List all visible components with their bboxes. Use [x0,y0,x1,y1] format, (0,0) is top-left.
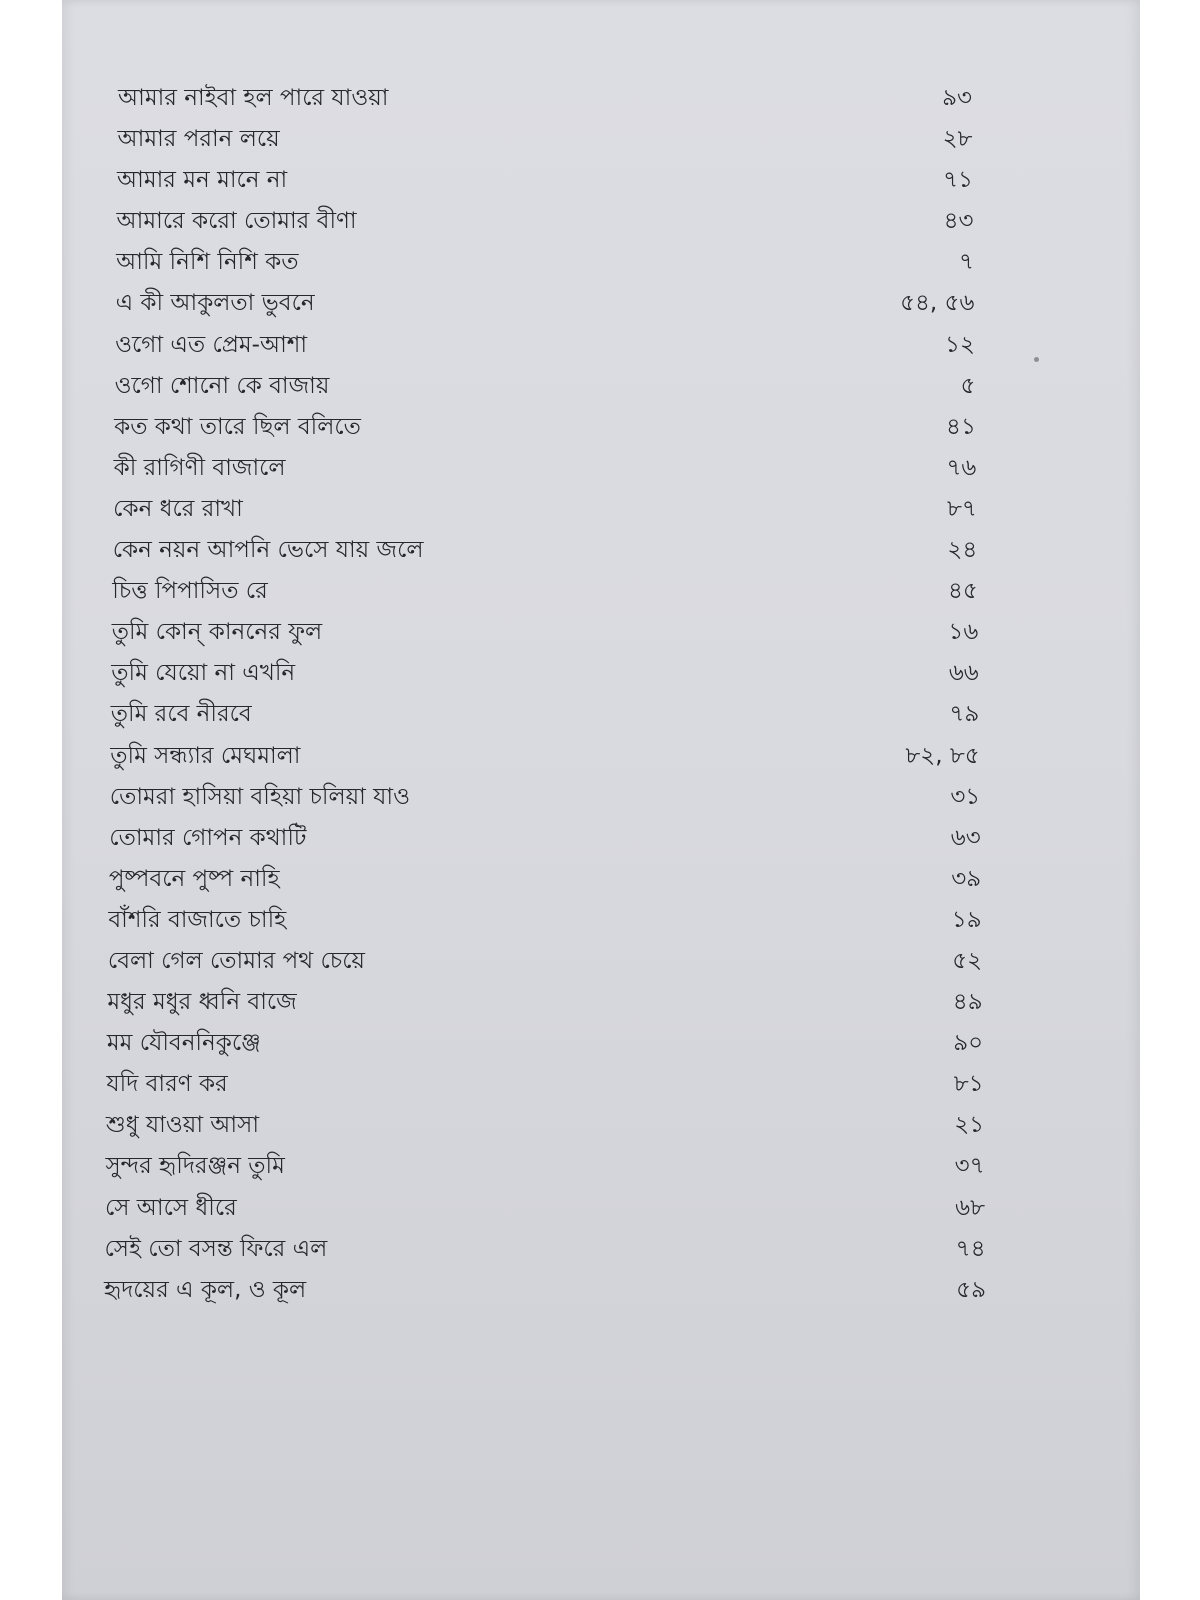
page-number: ৭১ [943,167,973,194]
index-entry [62,78,1140,119]
song-title: সুন্দর হৃদিরঞ্জন তুমি [105,1153,285,1180]
index-entry [62,1023,1140,1064]
song-title: কত কথা তারে ছিল বলিতে [114,413,361,440]
index-entry [62,736,1140,777]
index-entry [62,283,1140,324]
page-number: ২১ [954,1112,985,1139]
index-entry [62,859,1140,900]
song-title: তুমি যেয়ো না এখনি [111,660,296,687]
page-number: ২৪ [947,537,978,564]
song-title: যদি বারণ কর [106,1071,228,1098]
song-title: ওগো শোনো কে বাজায় [114,372,330,399]
index-entry [62,818,1140,859]
page-number: ৪১ [946,413,976,440]
index-entry [62,201,1140,242]
song-title: পুষ্পবনে পুষ্প নাহি [108,865,280,892]
page-number: ৬৩ [950,824,981,851]
index-entry [62,571,1140,612]
index-entry [62,941,1140,982]
song-title: আমার মন মানে না [117,167,288,194]
page-number: ৫৯ [956,1276,986,1303]
song-title: তুমি সন্ধ্যার মেঘমালা [110,742,301,769]
index-entry [62,1064,1140,1105]
index-entry [62,1229,1140,1270]
page-number: ৭৪ [955,1235,986,1262]
index-entry [62,777,1140,818]
page-number: ৫২ [952,947,983,974]
page-number: ৭৯ [949,701,980,728]
song-title: এ কী আকুলতা ভুবনে [115,290,315,317]
index-entry [62,325,1140,366]
song-title: কেন নয়ন আপনি ভেসে যায় জলে [112,537,424,564]
index-entry [62,982,1140,1023]
page-number: ৪৩ [943,208,974,235]
index-entry [62,1146,1140,1187]
song-title: কী রাগিণী বাজালে [113,454,286,481]
index-entry [62,407,1140,448]
index-entry [62,1270,1140,1311]
song-title: তুমি রবে নীরবে [110,701,252,728]
page-number: ৭ [958,249,974,276]
page-number: ৮১ [953,1071,984,1098]
book-page [62,0,1140,1600]
song-title: সেই তো বসন্ত ফিরে এল [104,1235,328,1262]
song-title: সে আসে ধীরে [104,1194,237,1221]
page-number: ১২ [945,331,975,358]
index-entry [62,900,1140,941]
page-number: ৫ [960,372,976,399]
page-number: ১৬ [948,619,979,646]
song-index-list [62,78,1140,1311]
page-number: ৬৬ [948,660,979,687]
song-title: আমার নাইবা হল পারে যাওয়া [118,85,389,111]
song-title: হৃদয়ের এ কূল, ও কূল [104,1276,307,1303]
song-title: বাঁশরি বাজাতে চাহি [108,906,287,933]
song-title: শুধু যাওয়া আসা [105,1112,259,1139]
page-number: ৮২, ৮৫ [905,742,980,769]
index-entry [62,242,1140,283]
song-title: মম যৌবননিকুঞ্জে [106,1030,261,1057]
song-title: তুমি কোন্ কাননের ফুল [111,619,323,646]
song-title: তোমরা হাসিয়া বহিয়া চলিয়া যাও [109,783,410,810]
page-number: ৯৩ [942,85,972,111]
song-title: চিত্ত পিপাসিত রে [112,578,268,605]
page-number: ৭৬ [946,454,977,481]
song-title: আমি নিশি নিশি কত [116,249,299,276]
index-entry [62,530,1140,571]
song-title: আমারে করো তোমার বীণা [116,208,357,235]
index-entry [62,1188,1140,1229]
song-title: তোমার গোপন কথাটি [109,824,307,851]
song-title: কেন ধরে রাখা [113,495,243,522]
song-title: বেলা গেল তোমার পথ চেয়ে [107,947,365,974]
index-entry [62,119,1140,160]
page-number: ২৮ [942,126,973,153]
page-number: ৪৫ [947,578,978,605]
index-entry [62,448,1140,489]
page-number: ৬৮ [955,1194,986,1221]
index-entry [62,1105,1140,1146]
index-entry [62,694,1140,735]
page-number: ৯০ [953,1030,984,1057]
song-title: আমার পরান লয়ে [117,126,280,153]
index-entry [62,612,1140,653]
index-entry [62,489,1140,530]
page-number: ১৯ [951,906,982,933]
page-number: ৩৭ [954,1153,985,1180]
song-title: মধুর মধুর ধ্বনি বাজে [107,989,297,1016]
song-title: ওগো এত প্রেম-আশা [115,331,308,358]
index-entry [62,366,1140,407]
page-number: ৮৭ [946,495,977,522]
index-entry [62,160,1140,201]
page-number: ৩১ [950,783,981,810]
page-number: ৪৯ [952,989,983,1016]
page-number: ৩৯ [951,865,982,892]
index-entry [62,653,1140,694]
page-number: ৫৪, ৫৬ [900,290,975,317]
